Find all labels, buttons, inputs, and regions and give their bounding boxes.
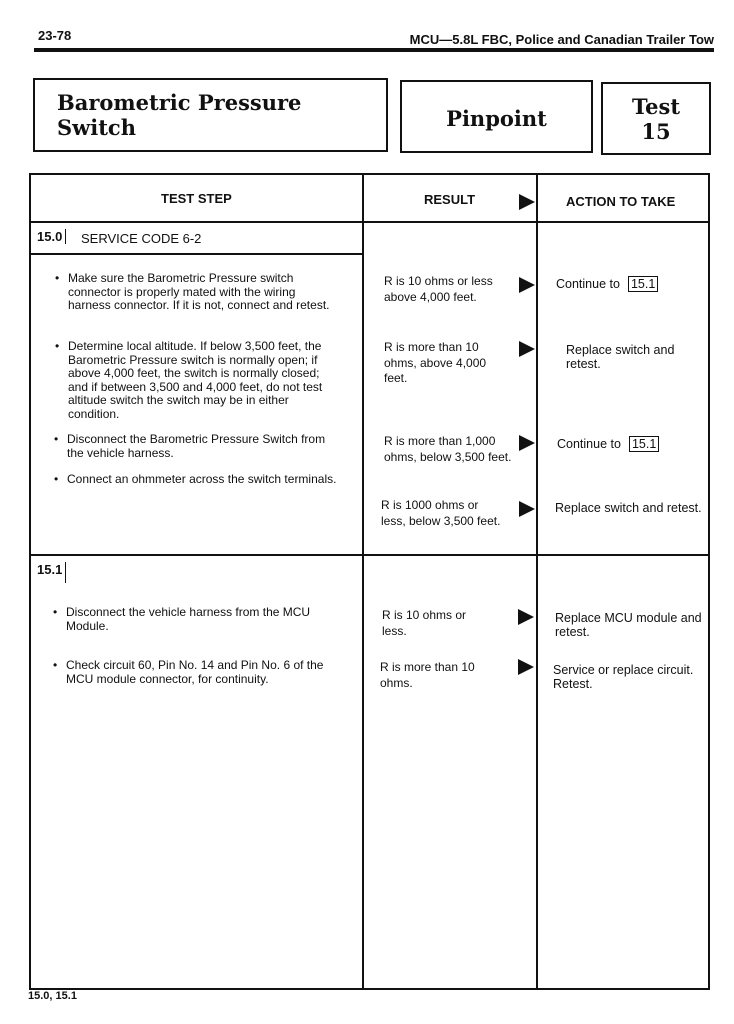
step-15-0-bullet-3: • Disconnect the Barometric Pressure Switch from the vehicle harness.: [54, 432, 326, 460]
test-table: [29, 173, 710, 990]
pinpoint-label: Pinpoint: [446, 106, 547, 131]
column-divider-1: [362, 175, 364, 988]
test-title-line1: Barometric Pressure: [57, 90, 302, 115]
test-title: [57, 90, 301, 140]
test-title-line2: Switch: [57, 115, 136, 140]
step-label-15-0: SERVICE CODE 6-2: [81, 231, 202, 246]
bullet-icon: •: [55, 339, 60, 353]
result-15-0-4: R is 1000 ohms or less, below 3,500 feet.: [381, 498, 501, 528]
action-15-1-2: Service or replace circuit. Retest.: [553, 663, 694, 691]
bullet-icon: •: [55, 271, 60, 285]
step-label-divider: [31, 253, 362, 255]
bullet-icon: •: [53, 605, 58, 619]
result-arrow-icon: [519, 277, 535, 293]
step-ref-15-1: 15.1: [629, 436, 659, 452]
action-15-1-1: Replace MCU module and retest.: [555, 611, 702, 639]
step-15-1-bullet-1: • Disconnect the vehicle harness from the MCU Module.: [53, 605, 311, 633]
result-15-0-1: R is 10 ohms or less above 4,000 feet.: [384, 274, 493, 304]
col-header-result: RESULT: [424, 192, 476, 207]
action-15-0-3: Continue to 15.1: [557, 436, 707, 452]
action-15-0-1: Continue to 15.1: [556, 276, 706, 292]
col-header-action: ACTION TO TAKE: [566, 194, 676, 209]
bullet-icon: •: [54, 472, 59, 486]
result-15-1-1: R is 10 ohms or less.: [382, 608, 467, 638]
result-15-1-2: R is more than 10 ohms.: [380, 660, 475, 690]
section-title: MCU—5.8L FBC, Police and Canadian Trailer Tow: [409, 32, 714, 47]
title-box: [33, 78, 388, 152]
step-15-0-bullet-1: • Make sure the Barometric Pressure switch connector is properly mated with the wiring harness connector. If it is not, connect and retest.: [55, 271, 330, 313]
step-15-0-bullet-4: • Connect an ohmmeter across the switch terminals.: [54, 472, 337, 486]
action-15-0-2: Replace switch and retest.: [566, 343, 675, 371]
header-divider: [31, 221, 708, 223]
page-number: 23-78: [38, 28, 72, 43]
footer-step-list: 15.0, 15.1: [28, 990, 77, 1002]
step-ref-15-1: 15.1: [628, 276, 658, 292]
pinpoint-box: [400, 80, 593, 153]
test-number-box: [601, 82, 711, 155]
result-arrow-icon: [519, 341, 535, 357]
result-arrow-icon: [518, 659, 534, 675]
step-number-15-1: 15.1: [35, 562, 66, 583]
action-15-0-4: Replace switch and retest.: [555, 501, 702, 515]
result-15-0-2: R is more than 10 ohms, above 4,000 feet.: [384, 340, 487, 385]
bullet-icon: •: [53, 658, 58, 672]
test-word: Test: [631, 94, 681, 119]
header-rule: [34, 48, 714, 52]
step-15-1-bullet-2: • Check circuit 60, Pin No. 14 and Pin No. 6 of the MCU module connector, for continuity.: [53, 658, 324, 686]
bullet-icon: •: [54, 432, 59, 446]
step-divider: [31, 554, 708, 556]
col-header-test-step: TEST STEP: [161, 191, 232, 206]
test-number-label: [603, 94, 709, 144]
result-15-0-3: R is more than 1,000 ohms, below 3,500 feet.: [384, 434, 512, 464]
test-number: 15: [641, 119, 671, 144]
result-arrow-icon: [519, 435, 535, 451]
column-divider-2: [536, 175, 538, 988]
step-15-0-bullet-2: • Determine local altitude. If below 3,500 feet, the Barometric Pressure switch is normally open; if above 4,000 feet, the switch is normally closed; and if between 3,500 and 4,000 feet, do not test altitude switch the switch may be in either condition.: [55, 339, 323, 421]
result-arrow-icon: [518, 609, 534, 625]
header-arrow-icon: [519, 194, 535, 210]
step-number-15-0: 15.0: [35, 229, 66, 244]
result-arrow-icon: [519, 501, 535, 517]
